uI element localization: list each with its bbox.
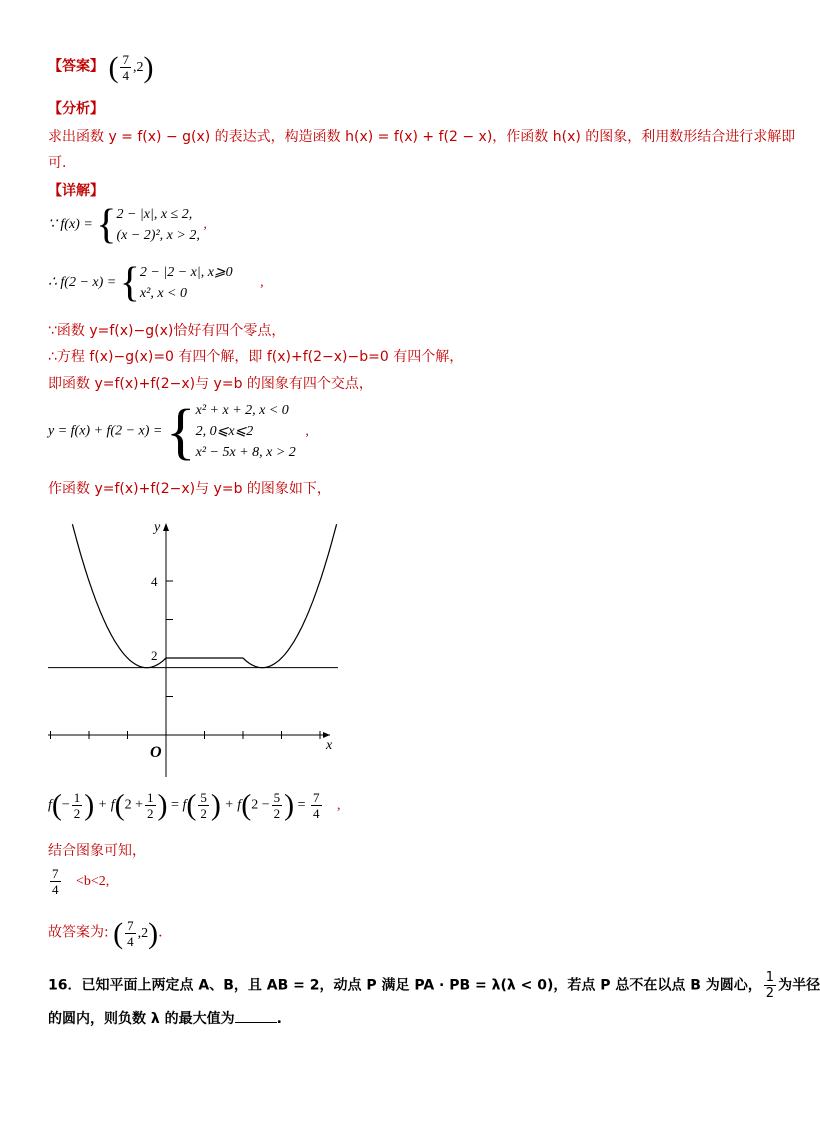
x-axis-label: x [326, 738, 333, 753]
origin-label: O [150, 744, 162, 761]
y-axis-arrow [163, 523, 169, 531]
eval-eq1: = [171, 797, 179, 813]
fx-definition: ∵ f(x) = {2 − |x|, x ≤ 2, (x − 2)², x > 2, , [48, 202, 207, 248]
answer-sep: ,2 [132, 59, 144, 75]
y-lhs: y = f(x) + f(2 − x) = [48, 423, 163, 439]
question-number: 16． [48, 977, 82, 994]
answer-den: 4 [122, 68, 129, 83]
question-text3: 的圆内，则负数 λ 的最大值为 [48, 1011, 235, 1027]
eval-den2: 2 [147, 806, 154, 821]
step-4: 作函数 y=f(x)+f(2−x)与 y=b 的图象如下， [48, 481, 331, 497]
step-1: ∵函数 y=f(x)−g(x)恰好有四个零点， [48, 323, 286, 339]
eval-f1: f [48, 797, 52, 813]
function-graph [48, 515, 348, 785]
left-parabola-series [72, 524, 166, 667]
evaluation-line: f(− $\frac{1}{2}$ ) + f(2 + $\frac{1}{2}$ ) = f( $\frac{5}{2}$ ) + f(2 − $\frac{5}{2}$ ) = $\frac{7}{4}$ , [48, 788, 341, 822]
eval-f3: f [182, 797, 187, 813]
final-sep: ,2 [137, 925, 149, 941]
y-axis-label: y [154, 520, 161, 535]
final-tail: . [158, 924, 163, 941]
answer-label: 【答案】 [48, 58, 104, 75]
answer-line [48, 52, 153, 83]
eval-eq2: = [297, 797, 306, 813]
y-case2: 2, 0⩽x⩽2 [195, 424, 254, 439]
step-2: ∴方程 f(x)−g(x)=0 有四个解，即 f(x)+f(2−x)−b=0 有四个解， [48, 349, 464, 365]
eval-den1: 2 [73, 806, 81, 821]
ineq-text: <b<2, [76, 873, 110, 889]
eval-num2: 1 [147, 790, 154, 805]
step-3: 即函数 y=f(x)+f(2−x)与 y=b 的图象有四个交点， [48, 376, 373, 392]
y-tick-label-2: 2 [151, 648, 158, 663]
question-text4: . [276, 1011, 282, 1027]
f2x-case1: 2 − |2 − x|, x⩾0 [139, 265, 233, 280]
fx-lhs: ∵ f(x) = [48, 217, 93, 233]
answer-blank[interactable] [235, 1010, 277, 1023]
eval-two-minus: 2 − [251, 797, 270, 813]
eval-plus1: + f [97, 797, 115, 813]
f2x-case2: x², x < 0 [139, 286, 187, 301]
final-den: 4 [127, 934, 134, 949]
fx-tail: , [203, 217, 207, 233]
eval-num4: 5 [273, 790, 281, 805]
eval-num5: 7 [313, 790, 320, 805]
eval-minus: − [61, 797, 70, 813]
eval-den5: 4 [313, 806, 320, 821]
y-tail: , [305, 423, 309, 439]
answer-value: ( $\frac{7}{4}$ ,2) [108, 50, 154, 84]
f2x-tail: , [260, 275, 264, 291]
eval-num3: 5 [200, 790, 207, 805]
y-tick-label-4: 4 [151, 574, 158, 589]
f2x-lhs: ∴ f(2 − x) = [48, 275, 117, 291]
question-frac-den: 2 [765, 986, 775, 1001]
ineq-den: 4 [52, 882, 59, 897]
question-frac-num: 1 [765, 970, 775, 985]
f2x-definition: ∴ f(2 − x) = {2 − |2 − x|, x⩾0 x², x < 0 , [48, 260, 264, 306]
eval-den3: 2 [200, 806, 207, 821]
question-text1: 已知平面上两定点 A、B，且 AB = 2，动点 P 满足 PA · PB = λ(λ < 0)，若点 P 总不在以点 B 为圆心， [81, 977, 762, 994]
step-5: 结合图象可知， [48, 843, 146, 859]
ineq-num: 7 [52, 866, 59, 881]
question-text2: 为半径 [778, 977, 820, 994]
analysis-line2: 可. [48, 155, 67, 171]
eval-num1: 1 [73, 790, 81, 805]
analysis-line1: 求出函数 y = f(x) − g(x) 的表达式，构造函数 h(x) = f(x) + f(2 − x)，作函数 h(x) 的图象，利用数形结合进行求解即 [48, 129, 796, 145]
y-case3: x² − 5x + 8, x > 2 [195, 445, 296, 460]
eval-plus2: + f [224, 797, 242, 813]
y-definition: y = f(x) + f(2 − x) = {x² + x + 2, x < 0 2, 0⩽x⩽2 x² − 5x + 8, x > 2 , [48, 397, 309, 466]
question-16-line2 [48, 1008, 282, 1028]
final-answer-line: 故答案为: ( $\frac{7}{4}$ ,2). [48, 916, 163, 950]
eval-tail: , [337, 797, 341, 813]
answer-num: 7 [122, 52, 129, 67]
inequality-line [48, 866, 109, 897]
eval-den4: 2 [273, 806, 281, 821]
fx-case1: 2 − |x|, x ≤ 2, [116, 207, 193, 222]
y-case1: x² + x + 2, x < 0 [195, 403, 289, 418]
fx-case2: (x − 2)², x > 2, [116, 228, 200, 243]
right-parabola-series [243, 524, 337, 667]
final-prefix: 故答案为: [48, 924, 109, 941]
final-num: 7 [127, 918, 134, 933]
analysis-label: 【分析】 [48, 101, 104, 117]
detail-label: 【详解】 [48, 183, 104, 199]
question-16-line1 [48, 970, 820, 1001]
eval-two-plus: 2 + [124, 797, 144, 813]
